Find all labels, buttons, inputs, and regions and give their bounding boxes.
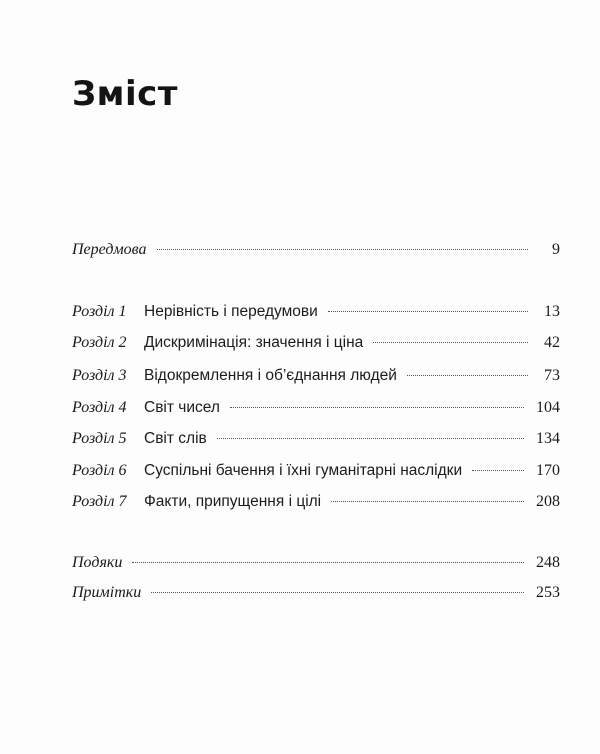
- toc-entry-chapter-5[interactable]: [72, 427, 560, 451]
- chapter-title: Суспільні бачення і їхні гуманітарні наслідки: [144, 462, 463, 479]
- toc-page-number: 13: [544, 303, 560, 320]
- toc-entry-chapter-3[interactable]: [72, 364, 560, 388]
- toc-label: Подяки: [72, 554, 123, 571]
- toc-label: Передмова: [72, 241, 147, 258]
- toc-label: Примітки: [72, 584, 142, 601]
- chapter-label: Розділ 3: [72, 367, 127, 384]
- dot-leader: [373, 342, 528, 343]
- dot-leader: [151, 592, 524, 593]
- toc-page-number: 104: [536, 399, 560, 416]
- toc-entry-notes[interactable]: [72, 581, 560, 605]
- toc-page-number: 9: [552, 241, 560, 258]
- toc-entry-chapter-6[interactable]: [72, 459, 560, 483]
- chapter-title: Дискримінація: значення і ціна: [144, 334, 364, 351]
- toc-page-number: 73: [544, 367, 560, 384]
- chapter-title: Відокремлення і об’єднання людей: [144, 367, 397, 384]
- toc-entry-chapter-1[interactable]: [72, 300, 560, 324]
- toc-page-number: 134: [536, 430, 560, 447]
- chapter-title: Світ слів: [144, 430, 207, 447]
- dot-leader: [132, 562, 524, 563]
- toc-entry-chapter-4[interactable]: [72, 396, 560, 420]
- toc-page-number: 253: [536, 584, 560, 601]
- toc-page-number: 42: [544, 334, 560, 351]
- toc-entry-preface[interactable]: [72, 238, 560, 262]
- dot-leader: [331, 501, 524, 502]
- chapter-label: Розділ 4: [72, 399, 127, 416]
- dot-leader: [472, 470, 524, 471]
- toc-page-number: 248: [536, 554, 560, 571]
- chapter-label: Розділ 2: [72, 334, 127, 351]
- chapter-title: Світ чисел: [144, 399, 220, 416]
- toc-entry-chapter-7[interactable]: [72, 490, 560, 514]
- dot-leader: [407, 375, 528, 376]
- dot-leader: [217, 438, 524, 439]
- dot-leader: [157, 249, 529, 250]
- chapter-label: Розділ 5: [72, 430, 127, 447]
- toc-page-number: 208: [536, 493, 560, 510]
- chapter-title: Факти, припущення і цілі: [144, 493, 322, 510]
- chapter-label: Розділ 1: [72, 303, 127, 320]
- toc-page-number: 170: [536, 462, 560, 479]
- toc-entry-acknowledgments[interactable]: [72, 551, 560, 575]
- toc-entry-chapter-2[interactable]: [72, 331, 560, 355]
- chapter-label: Розділ 7: [72, 493, 127, 510]
- dot-leader: [230, 407, 524, 408]
- chapter-title: Нерівність і передумови: [144, 303, 318, 320]
- chapter-label: Розділ 6: [72, 462, 127, 479]
- page-title: Зміст: [72, 74, 178, 114]
- dot-leader: [328, 311, 528, 312]
